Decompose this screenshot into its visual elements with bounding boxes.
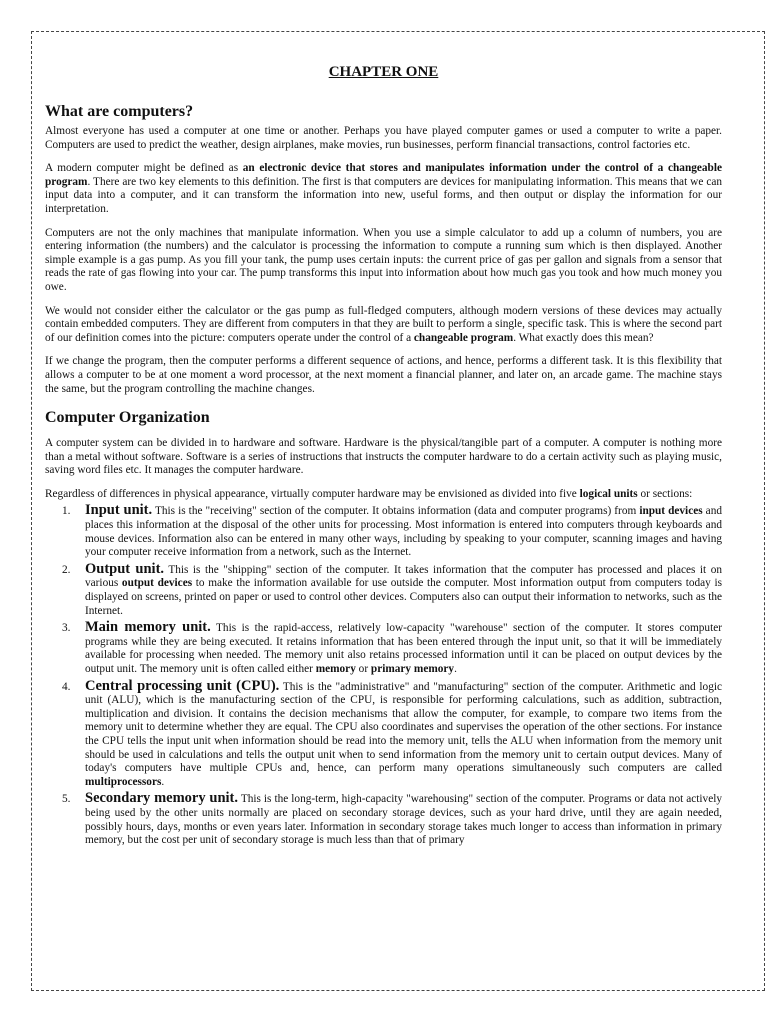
paragraph-text: Computers are not the only machines that manipulate information. When you use a simple calculator to add up a column of numbers, you are entering information (the numbers) and the calculator is processing the information to compute a running sum which is then displayed. Another simple example is a gas pump. As you fill your tank, the pump uses certain inputs: the current price of gas per gallon and signals from a sensor that reads the rate of gas flowing into your car. The pump transforms this input into information about how much gas you took and how much money you owe. — [45, 226, 722, 293]
paragraph-text: A modern computer might be defined as — [45, 162, 243, 175]
list-item-main-memory-unit — [45, 621, 722, 676]
list-number: 3. — [62, 622, 71, 635]
item-bold: input devices — [639, 505, 703, 518]
paragraph-text: or sections: — [637, 487, 693, 500]
item-text: to make the information available for use outside the computer. Most information output from computers today is displayed on screens, printed on paper or used to control other devices. Computers also can output their information to networks, such as the Internet. — [85, 577, 722, 617]
paragraph-2 — [45, 162, 722, 216]
item-title: Secondary memory unit. — [85, 790, 239, 807]
heading-computer-organization: Computer Organization — [45, 409, 210, 427]
item-text: . — [454, 663, 457, 675]
definition-bold: an electronic device that stores and manipulates information under the control of a changeable program — [45, 162, 722, 188]
item-bold: multiprocessors — [85, 775, 162, 788]
paragraph-text: Regardless of differences in physical appearance, virtually computer hardware may be envisioned as divided into five — [45, 487, 580, 500]
item-bold: output devices — [121, 577, 193, 590]
heading-what-are-computers: What are computers? — [45, 103, 194, 120]
paragraph-4 — [45, 305, 722, 346]
logical-units-bold: logical units — [579, 487, 638, 500]
paragraph-6 — [45, 437, 722, 478]
item-title: Main memory unit. — [85, 619, 211, 636]
list-number: 2. — [62, 563, 71, 576]
item-text: and places this information at the disposal of the other units for processing. Most information is entered into computers through keyboards and mouse devices. Information also can be entered in many other ways, including by speaking to your computer, scanning images and having your computer receive information from a network, such as the Internet. — [85, 505, 722, 559]
paragraph-text: If we change the program, then the computer performs a different sequence of actions, and hence, performs a different task. It is this flexibility that allows a computer to be at one moment a word processor, at the next moment a financial planner, and later on, an arcade game. The machine stays the same, but the program controlling the machine changes. — [45, 355, 722, 395]
paragraph-text: Almost everyone has used a computer at one time or another. Perhaps you have played computer games or used a computer to write a paper. Computers are used to predict the weather, design airplanes, make movies, run businesses, perform financial transactions, control factories etc. — [45, 125, 722, 151]
chapter-title: CHAPTER ONE — [328, 64, 439, 80]
item-text: This is the rapid-access, relatively low-capacity "warehouse" section of the computer. It stores computer programs while they are being executed. It retains information that has been entered through the input unit, so that it will be immediately available for processing when needed. The memory unit also retains processed information until it can be placed on output devices by the output unit. The memory unit is often called either — [85, 622, 722, 675]
item-title: Output unit. — [85, 560, 165, 577]
logical-units-list — [45, 504, 722, 847]
paragraph-3 — [45, 227, 722, 295]
paragraph-text: . There are two key elements to this definition. The first is that computers are devices for manipulating information. This means that we can input data into a computer, and it can transform the information into new, useful forms, and then output or display the information for our interpretation. — [45, 175, 722, 215]
list-item-secondary-memory-unit — [45, 792, 722, 847]
item-text: This is the "shipping" section of the computer. It takes information that the computer has processed and places it on various — [85, 563, 722, 590]
paragraph-text: A computer system can be divided in to hardware and software. Hardware is the physical/tangible part of a computer. A computer is nothing more than a metal without software. Software is a series of instructions that instructs the computer hardware to do a certain activity such as playing music, saving word files etc. It manages the computer hardware. — [45, 437, 722, 477]
item-bold: memory — [315, 663, 356, 675]
list-number: 4. — [62, 680, 71, 693]
paragraph-1 — [45, 125, 722, 152]
paragraph-5 — [45, 355, 722, 396]
item-title: Input unit. — [85, 502, 153, 519]
item-text: or — [355, 663, 371, 675]
document-body — [45, 63, 722, 851]
paragraph-text: We would not consider either the calculator or the gas pump as full-fledged computers, although modern versions of these devices may actually contain embedded computers. They are different from computers in that they are built to perform a single, specific task. This is where the second part of our definition comes into the picture: computers operate under the control of a — [45, 304, 722, 344]
item-text: This is the "receiving" section of the computer. It obtains information (data and computer programs) from — [152, 505, 640, 518]
item-bold: primary memory — [370, 663, 455, 675]
list-item-output-unit — [45, 560, 722, 618]
item-text: This is the long-term, high-capacity "warehousing" section of the computer. Programs or data not actively being used by the other units normally are placed on secondary storage devices, such as your hard drive, until they are again needed, possibly hours, days, months or even years later. Information in secondary storage takes much longer to access than information in primary memory, but the cost per unit of secondary storage is much less than that of primary — [85, 793, 722, 847]
paragraph-7 — [45, 488, 722, 502]
item-text: This is the "administrative" and "manufacturing" section of the computer. Arithmetic and logic unit (ALU), which is the manufacturing section of the CPU, is responsible for performing calculations, such as addition, subtraction, multiplication and division. It contains the decision mechanisms that allow the computer, for example, to compare two items from the memory unit to determine whether they are equal. The CPU also coordinates and supervises the operation of the other sections. For instance the CPU tells the input unit when information should be read into the memory unit, tells the ALU when information from the memory unit should be used in calculations and tells the output unit when to send information from the memory unit to certain output devices. Many of today's computers have multiple CPUs and, hence, can perform many operations simultaneously such computers are called — [85, 680, 722, 775]
item-text: . — [161, 775, 165, 788]
paragraph-text: . What exactly does this mean? — [513, 331, 654, 344]
list-item-cpu — [45, 677, 722, 790]
changeable-program-bold: changeable program — [413, 331, 514, 344]
item-title: Central processing unit (CPU). — [85, 677, 280, 694]
list-number: 1. — [62, 505, 71, 518]
list-number: 5. — [62, 793, 71, 806]
list-item-input-unit — [45, 504, 722, 559]
